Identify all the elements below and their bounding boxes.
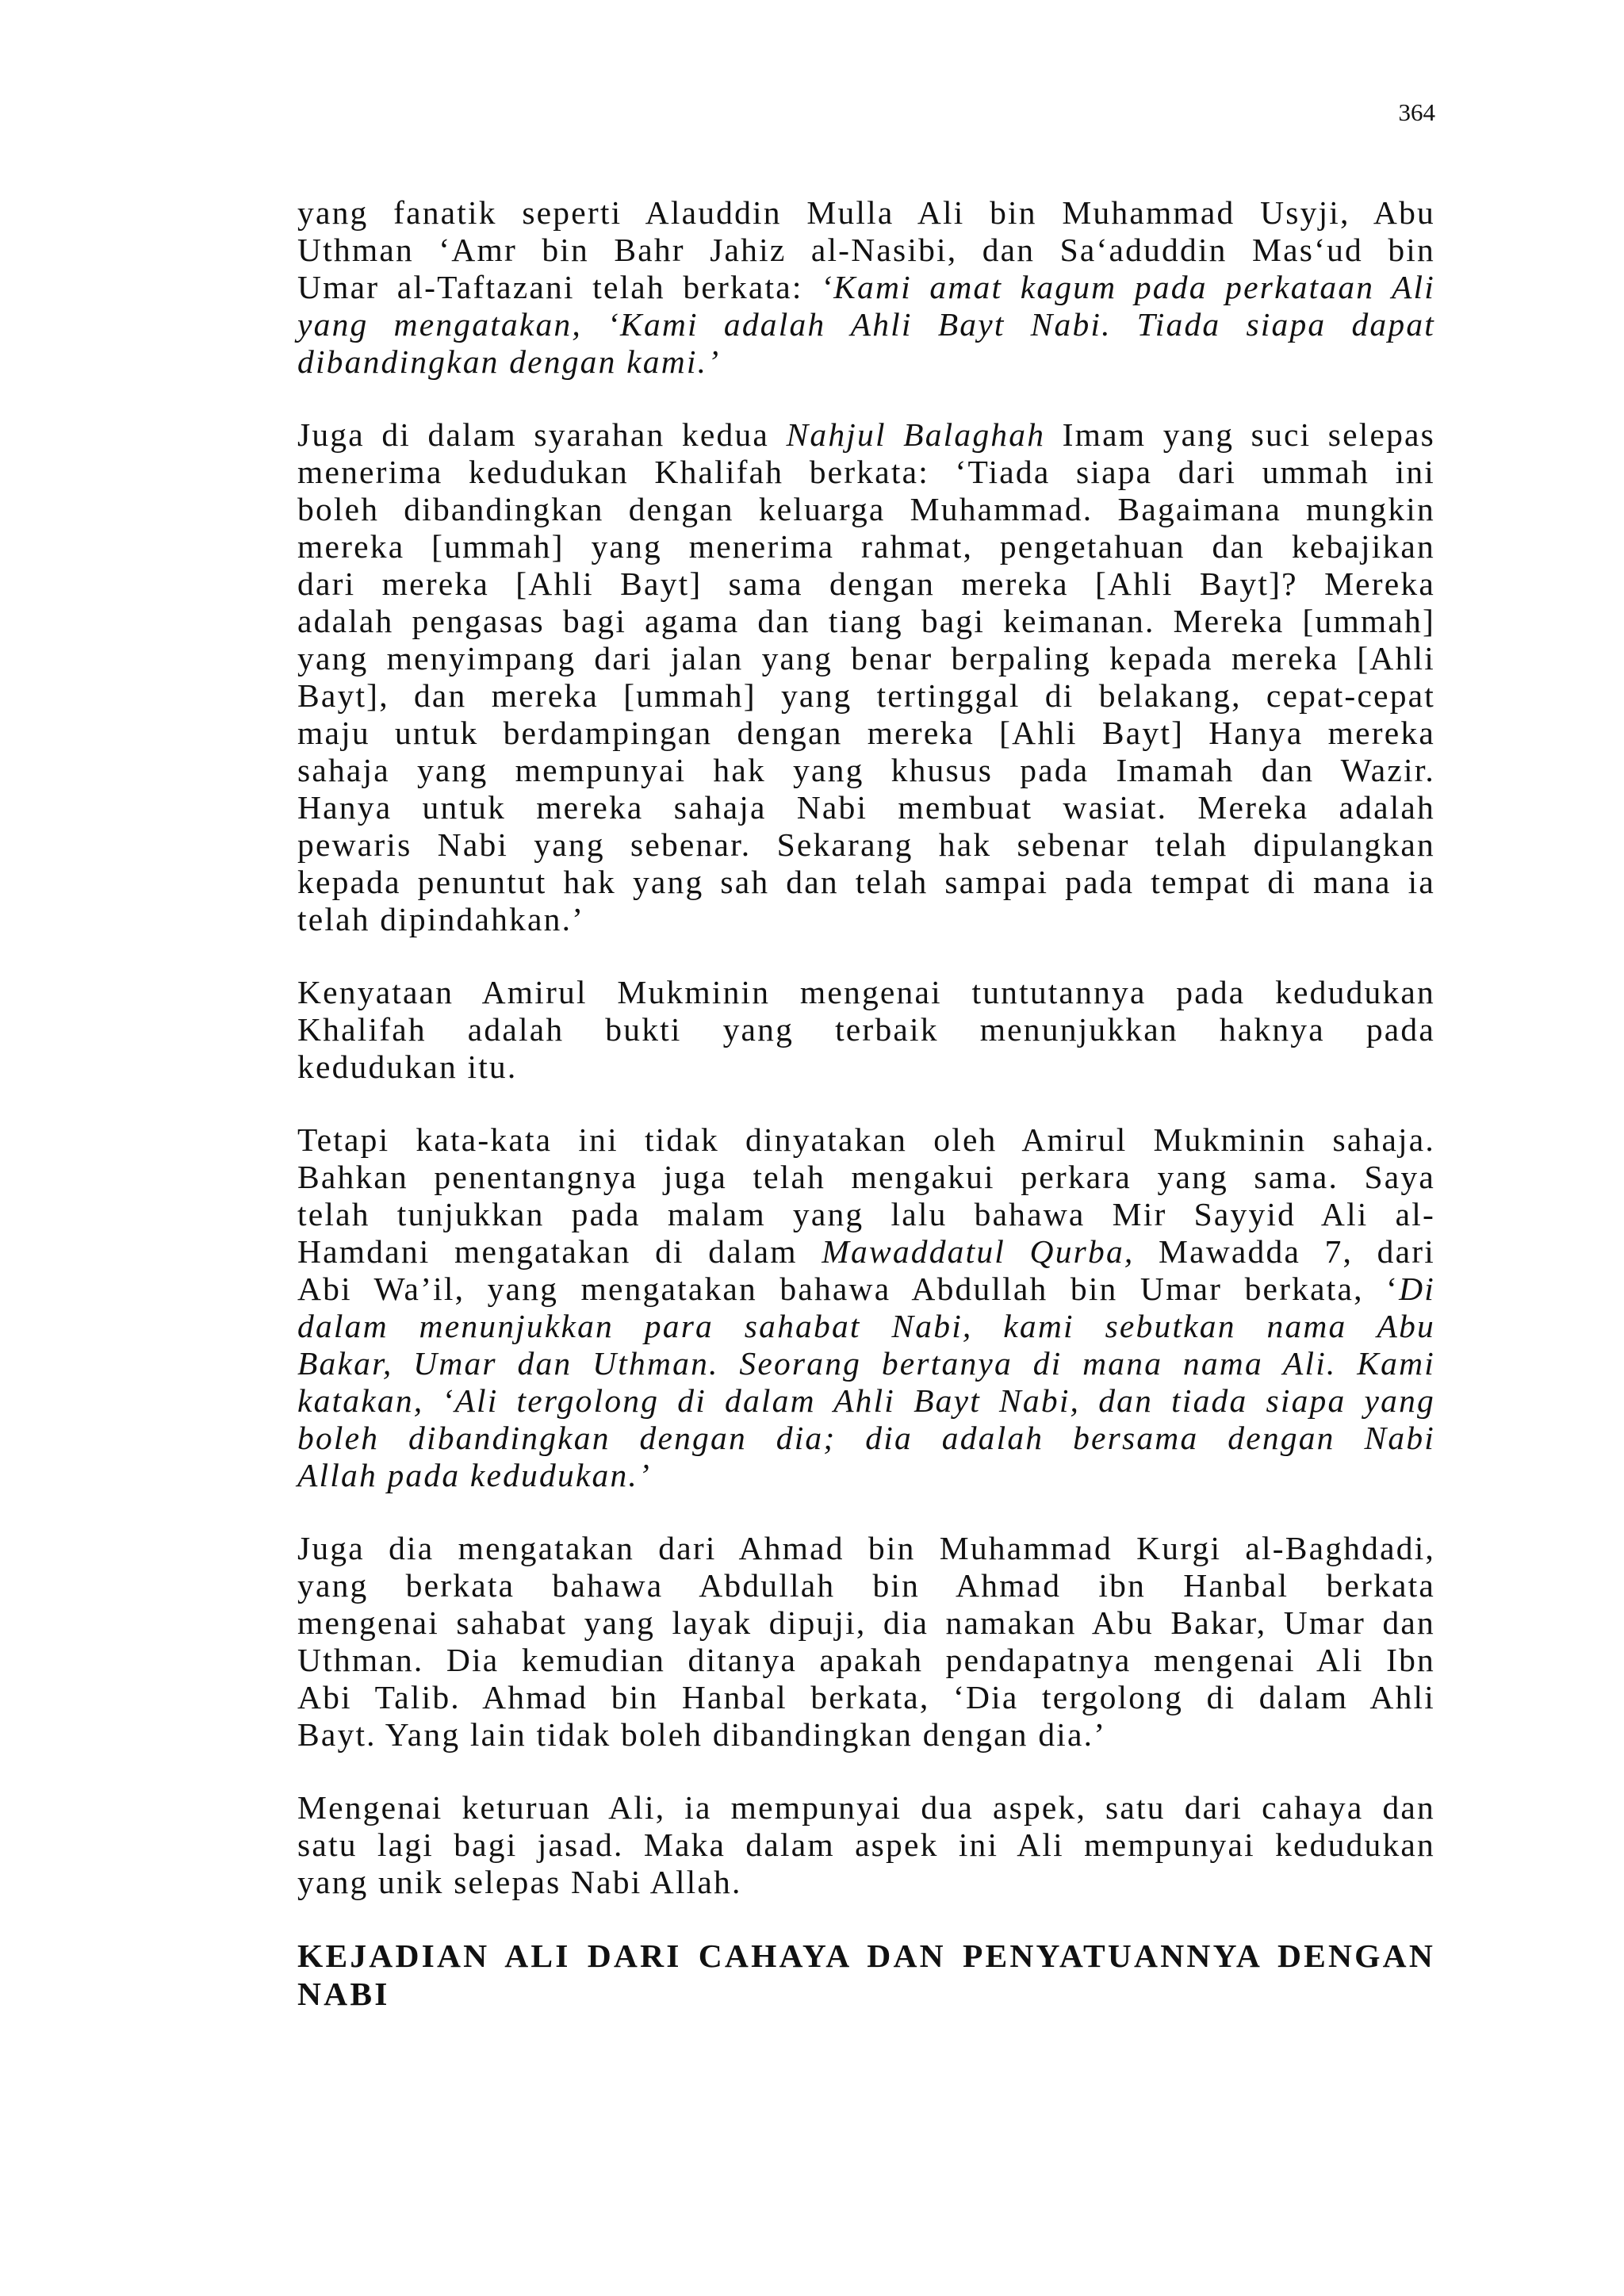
text-segment: telah tunjukkan pada malam yang lalu bahawa Mir Sayyid Ali al- (297, 1196, 1435, 1232)
text-segment: Khalifah adalah bukti yang terbaik menunjukkan haknya pada (297, 1011, 1435, 1048)
text-line (297, 194, 1435, 232)
text-segment: Juga dia mengatakan dari Ahmad bin Muhammad Kurgi al-Baghdadi, (297, 1530, 1435, 1566)
italic-text: ‘Kami amat kagum pada perkataan Ali (821, 269, 1435, 305)
text-line (297, 1716, 1435, 1754)
text-segment: Mawadda 7, dari (1134, 1233, 1435, 1270)
text-line (297, 864, 1435, 901)
text-segment: satu lagi bagi jasad. Maka dalam aspek ini Ali mempunyai kedudukan (297, 1826, 1435, 1863)
text-segment: Uthman. Dia kemudian ditanya apakah pendapatnya mengenai Ali Ibn (297, 1642, 1435, 1678)
text-segment: yang menyimpang dari jalan yang benar berpaling kepada mereka [Ahli (297, 640, 1435, 677)
heading-line: KEJADIAN ALI DARI CAHAYA DAN PENYATUANNYA DENGAN (297, 1938, 1435, 1974)
text-line (297, 715, 1435, 752)
text-segment: telah dipindahkan.’ (297, 901, 585, 937)
italic-text: Nahjul Balaghah (786, 416, 1046, 453)
text-line (297, 306, 1435, 343)
page-number: 364 (1398, 98, 1435, 126)
text-line (297, 343, 1435, 381)
text-line (297, 1864, 1435, 1901)
text-segment: kedudukan itu. (297, 1048, 518, 1085)
text-segment: Abi Talib. Ahmad bin Hanbal berkata, ‘Dia tergolong di dalam Ahli (297, 1679, 1435, 1715)
heading-line: NABI (297, 1976, 390, 2012)
text-line (297, 901, 1435, 938)
text-line (297, 416, 1435, 454)
text-line (297, 640, 1435, 677)
text-line (297, 789, 1435, 826)
text-line (297, 1382, 1435, 1420)
italic-text: Bakar, Umar dan Uthman. Seorang bertanya di mana nama Ali. Kami (297, 1345, 1435, 1382)
text-line (297, 528, 1435, 565)
text-line (297, 269, 1435, 306)
paragraph (297, 1530, 1435, 1754)
text-line (297, 1159, 1435, 1196)
text-segment: Tetapi kata-kata ini tidak dinyatakan oleh Amirul Mukminin sahaja. (297, 1121, 1435, 1158)
text-line (297, 565, 1435, 603)
text-segment: Kenyataan Amirul Mukminin mengenai tuntutannya pada kedudukan (297, 974, 1435, 1010)
paragraph (297, 1789, 1435, 1901)
text-line (297, 491, 1435, 528)
text-line (297, 1789, 1435, 1826)
body-text (297, 194, 1435, 2013)
text-line (297, 677, 1435, 715)
text-segment: Umar al-Taftazani telah berkata: (297, 269, 822, 305)
text-line (297, 752, 1435, 789)
text-line (297, 1011, 1435, 1048)
text-segment: Abi Wa’il, yang mengatakan bahawa Abdullah bin Umar berkata, ‘ (297, 1271, 1400, 1307)
text-segment: yang berkata bahawa Abdullah bin Ahmad ibn Hanbal berkata (297, 1567, 1435, 1604)
text-segment: adalah pengasas bagi agama dan tiang bagi keimanan. Mereka [ummah] (297, 603, 1435, 639)
text-line (297, 1826, 1435, 1864)
text-segment: Hamdani mengatakan di dalam (297, 1233, 822, 1270)
text-line (297, 1567, 1435, 1604)
text-line (297, 1196, 1435, 1233)
italic-text: dalam menunjukkan para sahabat Nabi, kami sebutkan nama Abu (297, 1308, 1435, 1344)
paragraph (297, 194, 1435, 381)
paragraph (297, 974, 1435, 1086)
text-segment: yang unik selepas Nabi Allah. (297, 1864, 742, 1900)
text-segment: menerima kedudukan Khalifah berkata: ‘Tiada siapa dari ummah ini (297, 454, 1435, 490)
text-line (297, 603, 1435, 640)
text-line (297, 1604, 1435, 1642)
italic-text: yang mengatakan, ‘Kami adalah Ahli Bayt Nabi. Tiada siapa dapat (297, 306, 1435, 343)
text-segment: boleh dibandingkan dengan keluarga Muhammad. Bagaimana mungkin (297, 491, 1435, 527)
text-line (297, 1679, 1435, 1716)
text-line (297, 1642, 1435, 1679)
text-segment: mengenai sahabat yang layak dipuji, dia namakan Abu Bakar, Umar dan (297, 1604, 1435, 1641)
text-line (297, 1121, 1435, 1159)
text-line (297, 1530, 1435, 1567)
text-line (297, 1233, 1435, 1271)
paragraph (297, 416, 1435, 938)
text-segment: Bahkan penentangnya juga telah mengakui perkara yang sama. Saya (297, 1159, 1435, 1195)
text-segment: sahaja yang mempunyai hak yang khusus pada Imamah dan Wazir. (297, 752, 1435, 788)
italic-text: Mawaddatul Qurba, (822, 1233, 1135, 1270)
paragraph (297, 1121, 1435, 1494)
italic-text: katakan, ‘Ali tergolong di dalam Ahli Bayt Nabi, dan tiada siapa yang (297, 1382, 1435, 1419)
text-line (297, 1420, 1435, 1457)
text-segment: dari mereka [Ahli Bayt] sama dengan mereka [Ahli Bayt]? Mereka (297, 565, 1435, 602)
text-segment: Bayt. Yang lain tidak boleh dibandingkan dengan dia.’ (297, 1716, 1107, 1753)
text-line (297, 1048, 1435, 1086)
text-line (297, 1345, 1435, 1382)
text-segment: pewaris Nabi yang sebenar. Sekarang hak sebenar telah dipulangkan (297, 826, 1435, 863)
text-segment: mereka [ummah] yang menerima rahmat, pengetahuan dan kebajikan (297, 528, 1435, 565)
text-line (297, 1271, 1435, 1308)
text-line (297, 1308, 1435, 1345)
text-segment: Bayt], dan mereka [ummah] yang tertinggal di belakang, cepat-cepat (297, 677, 1435, 714)
text-line (297, 974, 1435, 1011)
text-segment: Uthman ‘Amr bin Bahr Jahiz al-Nasibi, dan Sa‘aduddin Mas‘ud bin (297, 232, 1435, 268)
text-segment: Hanya untuk mereka sahaja Nabi membuat wasiat. Mereka adalah (297, 789, 1435, 826)
text-segment: Imam yang suci selepas (1045, 416, 1436, 453)
section-heading (297, 1937, 1435, 2013)
italic-text: Di (1399, 1271, 1435, 1307)
text-segment: Mengenai keturuan Ali, ia mempunyai dua aspek, satu dari cahaya dan (297, 1789, 1435, 1826)
italic-text: boleh dibandingkan dengan dia; dia adalah bersama dengan Nabi (297, 1420, 1435, 1456)
text-segment: kepada penuntut hak yang sah dan telah sampai pada tempat di mana ia (297, 864, 1435, 900)
text-segment: maju untuk berdampingan dengan mereka [Ahli Bayt] Hanya mereka (297, 715, 1435, 751)
text-line (297, 826, 1435, 864)
italic-text: dibandingkan dengan kami.’ (297, 343, 721, 380)
text-line (297, 232, 1435, 269)
text-line (297, 1457, 1435, 1494)
text-line (297, 454, 1435, 491)
italic-text: Allah pada kedudukan.’ (297, 1457, 652, 1493)
text-segment: Juga di dalam syarahan kedua (297, 416, 787, 453)
text-segment: yang fanatik seperti Alauddin Mulla Ali bin Muhammad Usyji, Abu (297, 194, 1435, 231)
